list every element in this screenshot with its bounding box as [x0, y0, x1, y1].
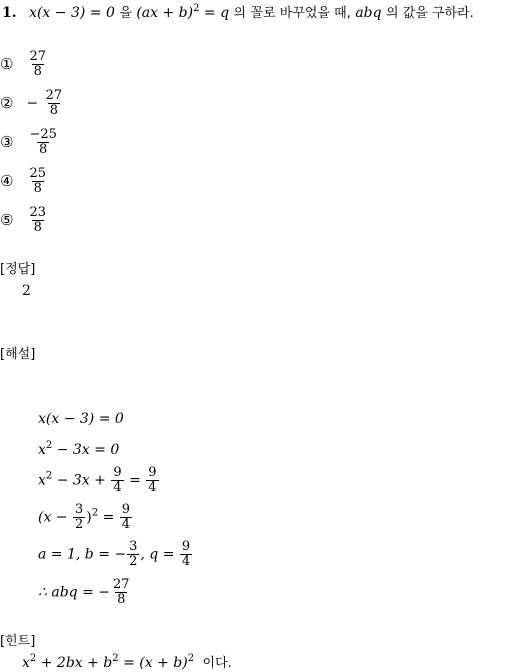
question-particle-2: 의 — [233, 6, 247, 21]
solution-line-6: ∴ abq = − $\frac{27}{8}$ — [38, 577, 130, 607]
choice-marker: ② — [0, 93, 14, 112]
choice-5[interactable] — [0, 206, 49, 235]
choice-4[interactable] — [0, 167, 49, 196]
choice-1[interactable] — [0, 50, 49, 79]
solution-line-5: a = 1, b = − $\frac{3}{2}$ , q = $\frac{9}{4}$ — [38, 539, 191, 569]
hint-label: [힌트] — [0, 634, 36, 649]
question-form: (ax + b)$^2$ = q — [136, 3, 230, 21]
choice-3[interactable] — [0, 128, 60, 157]
choice-2[interactable] — [0, 89, 65, 118]
choice-marker: ④ — [0, 171, 14, 190]
hint-tail: 이다. — [202, 656, 232, 671]
choice-fraction: $\frac{23}{8}$ — [29, 205, 46, 235]
choice-fraction: $\frac{27}{8}$ — [45, 88, 63, 118]
question-abq: abq — [355, 5, 382, 21]
choice-fraction: $\frac{27}{8}$ — [29, 49, 46, 79]
hint-line: $x^2 + 2bx + b^2 = (x + b)^2$ 이다. — [22, 653, 232, 671]
choice-fraction: $\frac{-25}{8}$ — [29, 127, 57, 157]
solution-line-1: x(x − 3) = 0 — [38, 411, 124, 427]
solution-label: [해설] — [0, 347, 36, 362]
answer-value: 2 — [22, 283, 31, 299]
solution-line-4: (x − $\frac{3}{2}$ )$^2$ = $\frac{9}{4}$ — [38, 502, 131, 532]
question-tail: 의 값을 구하라. — [386, 6, 474, 21]
answer-label: [정답] — [0, 262, 36, 277]
solution-line-3: $x^2 - 3x$ + $\frac{9}{4}$ = $\frac{9}{4}$ — [38, 465, 157, 495]
question-instruction: 꼴로 바꾸었을 때, — [250, 6, 351, 21]
choice-marker: ① — [0, 54, 14, 73]
question-particle: 을 — [119, 6, 132, 21]
question-line — [2, 2, 474, 21]
choice-fraction: $\frac{25}{8}$ — [29, 166, 46, 196]
choice-marker: ⑤ — [0, 210, 14, 229]
choice-sign: − — [26, 95, 39, 112]
question-equation: x(x − 3) = 0 — [29, 5, 115, 21]
solution-line-2: $x^2 - 3x = 0$ — [38, 440, 120, 458]
choice-marker: ③ — [0, 132, 14, 151]
question-number: 1. — [2, 5, 17, 21]
